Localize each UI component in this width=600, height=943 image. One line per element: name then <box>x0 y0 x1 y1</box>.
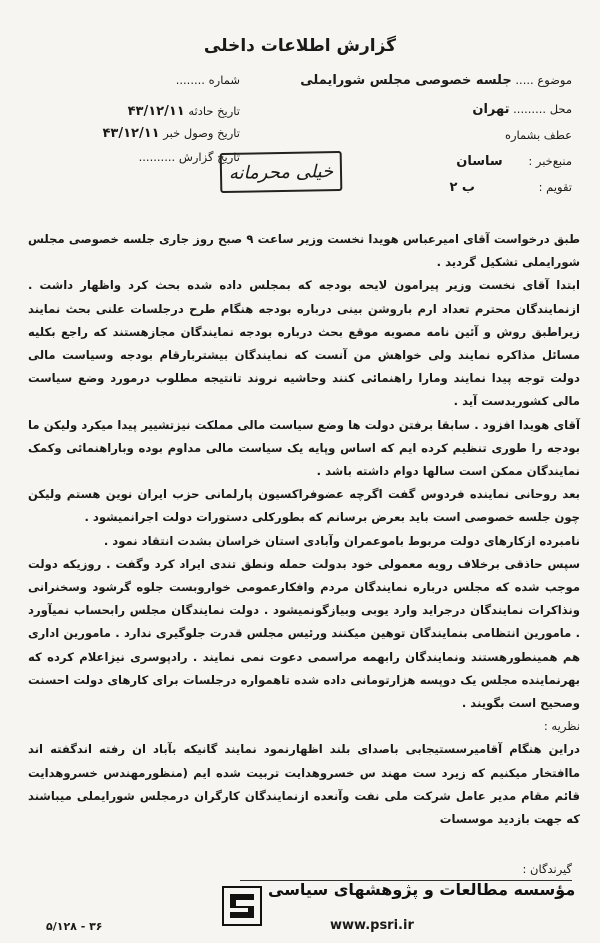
number-label: شماره <box>208 73 240 87</box>
place-value: تهران <box>472 102 510 117</box>
rating-value: ب ۲ <box>449 180 475 195</box>
paragraph-4: بعد روحانی نماینده فردوس گفت اگرچه عضوفراکسیون پارلمانی حزب ایران نوین هستم ولیکن چون جلسه خصوصی است باید بعرض برسانم که بطورکلی دستورات دولت اجرانمیشود . <box>28 487 580 525</box>
institute-watermark: مؤسسه مطالعات و پژوهشهای سیاسی <box>268 880 576 899</box>
reference-field <box>505 128 572 142</box>
paragraph-3: آقای هویدا افزود . سابقا برفتن دولت ها وضع سیاست مالی مملکت نیزتشییر پیدا میکرد ولیکن ما بودجه را طوری تنظیم کرده ایم که اساس وپایه یک سیاست مالی مداوم بوده وباراهنمائی وکمک نمایندگان ممکن است سالها دوام داشته باشد . <box>28 417 580 479</box>
received-date-label: تاریخ وصول خبر <box>163 126 240 140</box>
paragraph-6: سپس حاذقی برخلاف رویه معمولی خود بدولت حمله ونطق تندی ایراد کرد وگفت . روزیکه دولت موجب شده که مجلس درباره نمایندگان مردم وافکارعمومی خواروبست جلوه گرشود وسخنرانی ونذاکرات نمایندگان درجراید وارد یوبی وبیازگونمیشود . دولت نمایندگان مجلس رابحساب نمیآورد . مامورین انتظامی بنمایندگان توهین میکنند ورئیس مجلس قدرت جلوگیری ندارد . مامورین اداری هم همینطورهستند ونمایندگان رابهمه مراسمی دعوت نمی نمایند . رادپوسری نیزاعلام کرده که بهرنماینده مجلس یک دوپسه هزارتومانی داده شده تاهمواره درجلسات برای کارهای دولت احسنت وصحیح است بگویند . <box>28 556 580 711</box>
event-date-field <box>40 104 240 119</box>
paragraph-1: طبق درخواست آقای امیرعباس هویدا نخست وزیر ساعت ۹ صبح روز جاری جلسه خصوصی مجلس شورایملی تشکیل گردید . <box>28 232 580 270</box>
document-code: ۵/۱۲۸ - ۳۶ <box>46 920 103 933</box>
source-field <box>456 154 572 169</box>
received-date-field <box>40 126 240 141</box>
source-label: منبع‌خبر : <box>528 154 572 168</box>
remark-text: دراین هنگام آقامیرسستیجابی باصدای بلند اظهارنمود نمایند گانیکه بآباد ان رفته اندگفته اند ماافتخار میکنیم که زیرد ست مهند س خسروهدایت تربیت شده ایم (منظورمهندس خسروهدایت قائم مقام مدیر عامل شرکت ملی نفت وآنعده ازنمایندگان کارگران درمجلس شورایملی میباشند که جهت بازدید موسسات <box>28 742 580 827</box>
source-value: ساسان <box>456 154 503 169</box>
institute-logo-icon <box>222 886 262 926</box>
report-date-field: تاریخ گزارش .......... <box>138 150 240 164</box>
reference-label: عطف بشماره <box>504 128 572 142</box>
paragraph-5: نامبرده ازکارهای دولت مربوط باموعمران وآبادی استان خراسان بشدت انتقاد نمود . <box>103 533 580 548</box>
event-date-value: ۴۳/۱۲/۱۱ <box>127 104 185 119</box>
place-field: محل ......... تهران <box>472 102 572 117</box>
recipients-label: گیرندگان : <box>522 862 572 876</box>
rating-field <box>449 180 572 195</box>
classification-stamp: خیلی محرمانه <box>220 151 343 193</box>
paragraph-2: ابتدا آقای نخست وزیر پیرامون لایحه بودجه که بمجلس داده شده بحث کرد واظهار داشت . ازنمایندگان محترم تعداد ارم باروشن بینی درباره بودجه هنگام طرح درجلسات علنی بحث نمایند زیراطبق روش و آئین نامه مصوبه موقع بحث درباره بودجه نمایندگان مجازهستند که راجع بکلیه مسائل مذاکره نمایند ولی خواهش من آنست که نمایندگان بیشتربارقام بودجه وسیاست مالی دولت توجه پیدا نمایند ومارا راهنمائی کنند وحاشیه نروند تانتیجه مطلوب درمورد وضع سیاست مالی کشوربدست آید . <box>28 278 580 409</box>
document-title: گزارش اطلاعات داخلی <box>203 36 397 56</box>
remark-label: نظریه : <box>543 719 580 734</box>
report-body <box>28 228 580 831</box>
rating-label: تقویم : <box>538 180 572 194</box>
subject-value: جلسه خصوصی مجلس شورایملی <box>300 73 512 88</box>
subject-field: موضوع ..... جلسه خصوصی مجلس شورایملی <box>300 73 572 88</box>
report-date-label: تاریخ گزارش <box>178 150 240 164</box>
event-date-label: تاریخ حادثه <box>188 104 240 118</box>
received-date-value: ۴۳/۱۲/۱۱ <box>102 126 160 141</box>
number-field: شماره ........ <box>175 73 240 87</box>
subject-label: موضوع <box>537 73 572 87</box>
institute-website[interactable]: www.psri.ir <box>330 918 414 933</box>
place-label: محل <box>549 102 572 116</box>
